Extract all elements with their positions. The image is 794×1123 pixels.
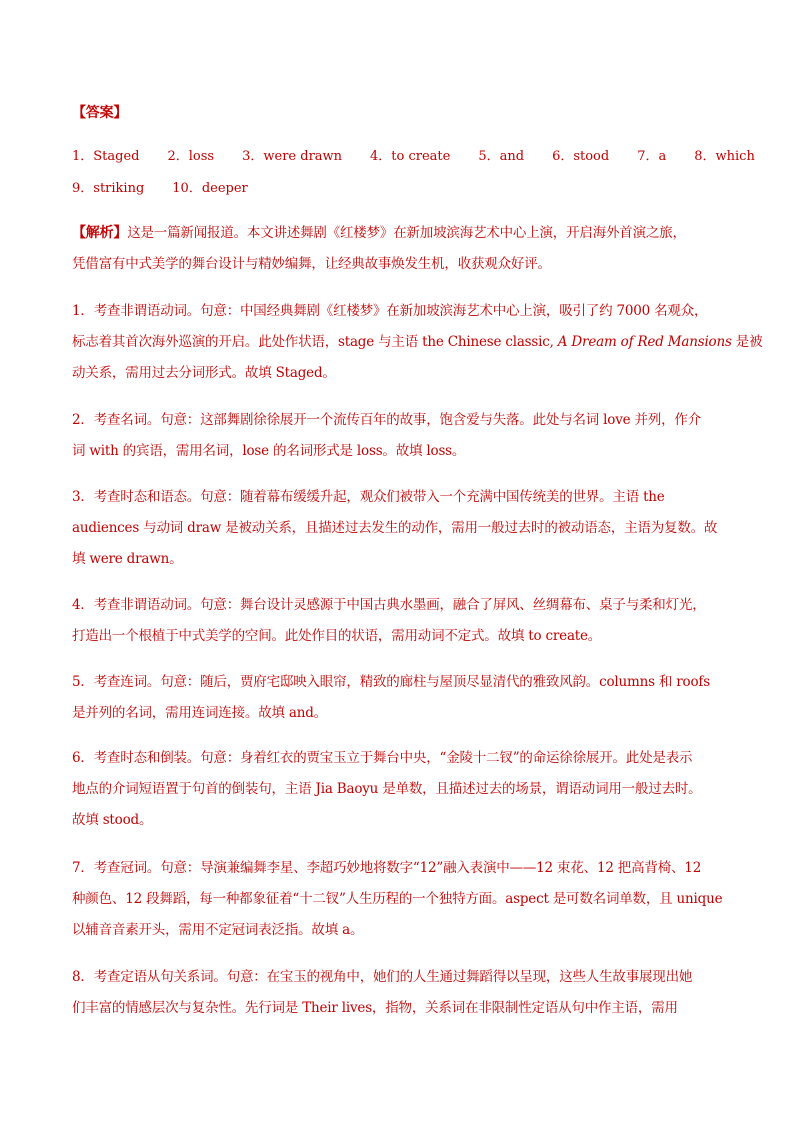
explanation-line: 4．考查非谓语动词。句意：舞台设计灵感源于中国古典水墨画，融合了屏风、丝绸幕布、桌子与柔和灯光， [72,597,706,613]
explanation-line: 是被 [731,334,763,350]
answer-1: 1．Staged [72,149,140,164]
explanation-line: 地点的介词短语置于句首的倒装句，主语 Jia Baoyu 是单数，且描述过去的场景，谓语动词用一般过去时。 [72,781,702,797]
explanation-7 [72,853,732,946]
explanation-6 [72,743,732,836]
explanation-4 [72,590,732,652]
answer-5: 5．and [478,149,525,164]
answer-list-row2 [72,173,732,205]
explanation-line: 故填 stood。 [72,812,153,828]
explanation-5 [72,667,732,729]
answer-heading: 【答案】 [72,105,128,121]
explanation-line: 词 with 的宾语，需用名词，lose 的名词形式是 loss。故填 loss。 [72,443,466,459]
explanation-line: 以辅音音素开头，需用不定冠词表泛指。故填 a。 [72,922,364,938]
explanation-line: 们丰富的情感层次与复杂性。先行词是 Their lives，指物，关系词在非限制性定语从句中作主语，需用 [72,1000,678,1016]
book-title-italic: A Dream of Red Mansions [557,334,732,350]
answer-8: 8．which [694,149,755,164]
explanation-line: 标志着其首次海外巡演的开启。此处作状语，stage 与主语 the Chinese classic, [72,334,558,350]
analysis-intro-line1: 这是一篇新闻报道。本文讲述舞剧《红楼梦》在新加坡滨海艺术中心上演，开启海外首演之旅， [127,225,686,241]
explanation-line: 2．考查名词。句意：这部舞剧徐徐展开一个流传百年的故事，饱含爱与失落。此处与名词 love 并列，作介 [72,412,702,428]
explanation-line: 7．考查冠词。句意：导演兼编舞李星、李超巧妙地将数字“12”融入表演中——12 束花、12 把高背椅、12 [72,860,702,876]
explanation-3 [72,482,732,575]
explanation-line: 打造出一个根植于中式美学的空间。此处作目的状语，需用动词不定式。故填 to create。 [72,628,602,644]
explanation-line: 1．考查非谓语动词。句意：中国经典舞剧《红楼梦》在新加坡滨海艺术中心上演，吸引了约 7000 名观众， [72,303,708,319]
answer-7: 7．a [637,149,667,164]
explanation-line: 种颜色、12 段舞蹈，每一种都象征着“十二钗”人生历程的一个独特方面。aspect 是可数名词单数，且 unique [72,891,723,907]
answer-list-row1 [72,141,755,173]
analysis-intro-line2: 凭借富有中式美学的舞台设计与精妙编舞，让经典故事焕发生机，收获观众好评。 [72,256,551,272]
explanation-line: 动关系，需用过去分词形式。故填 Staged。 [72,365,336,381]
explanation-line: audiences 与动词 draw 是被动关系，且描述过去发生的动作，需用一般过去时的被动语态，主语为复数。故 [72,520,718,536]
explanation-8 [72,962,732,1024]
analysis-intro [72,218,732,280]
answer-4: 4．to create [370,149,451,164]
explanation-2 [72,405,732,467]
explanation-line: 8．考查定语从句关系词。句意：在宝玉的视角中，她们的人生通过舞蹈得以呈现，这些人生故事展现出她 [72,969,693,985]
explanation-line: 6．考查时态和倒装。句意：身着红衣的贾宝玉立于舞台中央，“金陵十二钗”的命运徐徐展开。此处是表示 [72,750,693,766]
explanation-line: 填 were drawn。 [72,551,183,567]
answer-10: 10．deeper [172,181,248,196]
answer-2: 2．loss [167,149,215,164]
analysis-label: 【解析】 [72,225,128,241]
explanation-line: 5．考查连词。句意：随后，贾府宅邸映入眼帘，精致的廊柱与屋顶尽显清代的雅致风韵。columns 和 roofs [72,674,710,690]
explanation-line: 3．考查时态和语态。句意：随着幕布缓缓升起，观众们被带入一个充满中国传统美的世界。主语 the [72,489,665,505]
answer-3: 3．were drawn [242,149,343,164]
answer-9: 9．striking [72,181,145,196]
explanation-line: 是并列的名词，需用连词连接。故填 and。 [72,705,327,721]
explanation-1 [72,296,763,389]
answer-6: 6．stood [552,149,610,164]
